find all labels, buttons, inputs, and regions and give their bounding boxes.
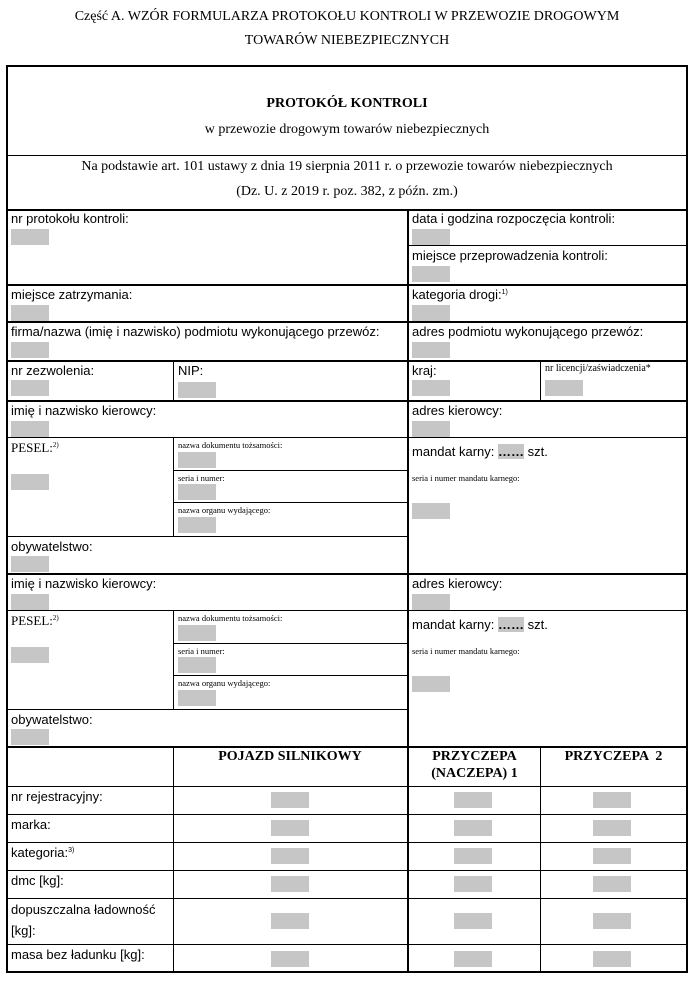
registration-trailer1-field[interactable] — [454, 792, 492, 808]
page-header-line1: Część A. WZÓR FORMULARZA PROTOKOŁU KONTROLI W PRZEWOZIE DROGOWYM — [74, 9, 620, 24]
control-place-label: miejsce przeprowadzenia kontroli: — [412, 248, 608, 263]
registration-trailer2-field[interactable] — [593, 792, 631, 808]
id-document-label: nazwa dokumentu tożsamości: — [178, 613, 283, 623]
trailer1-header-line1: PRZYCZEPA — [432, 749, 517, 764]
registration-motor-field[interactable] — [271, 792, 309, 808]
make-label: marka: — [11, 817, 51, 832]
payload-trailer1-field[interactable] — [454, 913, 492, 929]
fine-label: mandat karny: …… szt. — [412, 444, 548, 459]
citizenship-field[interactable] — [11, 729, 49, 745]
carrier-name-field[interactable] — [11, 342, 49, 358]
tare-label: masa bez ładunku [kg]: — [11, 947, 145, 962]
legal-basis-line2: (Dz. U. z 2019 r. poz. 382, z późn. zm.) — [236, 184, 458, 199]
tare-motor-field[interactable] — [271, 951, 309, 967]
issuer-label: nazwa organu wydającego: — [178, 678, 271, 688]
stop-place-field[interactable] — [11, 305, 49, 321]
carrier-address-label: adres podmiotu wykonującego przewóz: — [412, 324, 644, 339]
gvw-trailer2-field[interactable] — [593, 876, 631, 892]
pesel-field[interactable] — [11, 647, 49, 663]
fine-series-field[interactable] — [412, 676, 450, 692]
fine-series-label: seria i numer mandatu karnego: — [412, 473, 520, 483]
make-trailer2-field[interactable] — [593, 820, 631, 836]
pesel-label: PESEL:$^{2)}$ — [11, 613, 59, 628]
pesel-label: PESEL:$^{2)}$ — [11, 440, 59, 455]
payload-label-line1: dopuszczalna ładowność — [11, 902, 156, 917]
citizenship-label: obywatelstwo: — [11, 712, 93, 727]
payload-label-line2: [kg]: — [11, 923, 36, 938]
tare-trailer2-field[interactable] — [593, 951, 631, 967]
country-field[interactable] — [412, 380, 450, 396]
fine-count-field[interactable]: …… — [498, 444, 524, 459]
id-document-field[interactable] — [178, 625, 216, 641]
nip-field[interactable] — [178, 382, 216, 398]
start-datetime-label: data i godzina rozpoczęcia kontroli: — [412, 211, 616, 226]
series-number-label: seria i numer: — [178, 473, 225, 483]
page-header-line2: TOWARÓW NIEBEZPIECZNYCH — [244, 33, 450, 48]
start-datetime-field[interactable] — [412, 229, 450, 245]
fine-count-field[interactable]: …… — [498, 617, 524, 632]
nip-label: NIP: — [178, 363, 204, 378]
driver-address-field[interactable] — [412, 594, 450, 610]
road-category-label: kategoria drogi:$^{1)}$ — [412, 287, 508, 302]
pesel-field[interactable] — [11, 474, 49, 490]
control-place-field[interactable] — [412, 266, 450, 282]
gvw-label: dmc [kg]: — [11, 873, 64, 888]
fine-label: mandat karny: …… szt. — [412, 617, 548, 632]
permit-number-field[interactable] — [11, 380, 49, 396]
gvw-trailer1-field[interactable] — [454, 876, 492, 892]
permit-number-label: nr zezwolenia: — [11, 363, 95, 378]
protocol-number-label: nr protokołu kontroli: — [11, 211, 129, 226]
carrier-name-label: firma/nazwa (imię i nazwisko) podmiotu wykonującego przewóz: — [11, 324, 380, 339]
fine-series-label: seria i numer mandatu karnego: — [412, 646, 520, 656]
license-number-label: nr licencji/zaświadczenia* — [545, 363, 651, 374]
form-title: PROTOKÓŁ KONTROLI — [266, 96, 428, 111]
category-trailer2-field[interactable] — [593, 848, 631, 864]
license-number-field[interactable] — [545, 380, 583, 396]
trailer2-header: PRZYCZEPA 2 — [564, 749, 663, 764]
citizenship-field[interactable] — [11, 556, 49, 572]
series-number-field[interactable] — [178, 484, 216, 500]
make-motor-field[interactable] — [271, 820, 309, 836]
category-label: kategoria:$^{3)}$ — [11, 845, 75, 860]
issuer-field[interactable] — [178, 690, 216, 706]
payload-motor-field[interactable] — [271, 913, 309, 929]
series-number-label: seria i numer: — [178, 646, 225, 656]
protocol-number-field[interactable] — [11, 229, 49, 245]
trailer1-header-line2: (NACZEPA) 1 — [431, 766, 518, 781]
id-document-field[interactable] — [178, 452, 216, 468]
gvw-motor-field[interactable] — [271, 876, 309, 892]
driver-name-label: imię i nazwisko kierowcy: — [11, 576, 157, 591]
country-label: kraj: — [412, 363, 437, 378]
driver-address-label: adres kierowcy: — [412, 576, 503, 591]
issuer-field[interactable] — [178, 517, 216, 533]
tare-trailer1-field[interactable] — [454, 951, 492, 967]
driver-address-label: adres kierowcy: — [412, 403, 503, 418]
citizenship-label: obywatelstwo: — [11, 539, 93, 554]
carrier-address-field[interactable] — [412, 342, 450, 358]
series-number-field[interactable] — [178, 657, 216, 673]
category-motor-field[interactable] — [271, 848, 309, 864]
registration-label: nr rejestracyjny: — [11, 789, 103, 804]
driver-name-field[interactable] — [11, 594, 49, 610]
payload-trailer2-field[interactable] — [593, 913, 631, 929]
make-trailer1-field[interactable] — [454, 820, 492, 836]
legal-basis-line1: Na podstawie art. 101 ustawy z dnia 19 sierpnia 2011 r. o przewozie towarów niebezpiecznych — [81, 159, 613, 174]
category-trailer1-field[interactable] — [454, 848, 492, 864]
road-category-field[interactable] — [412, 305, 450, 321]
id-document-label: nazwa dokumentu tożsamości: — [178, 440, 283, 450]
driver-name-label: imię i nazwisko kierowcy: — [11, 403, 157, 418]
motor-vehicle-header: POJAZD SILNIKOWY — [218, 749, 362, 764]
driver-name-field[interactable] — [11, 421, 49, 437]
driver-address-field[interactable] — [412, 421, 450, 437]
fine-series-field[interactable] — [412, 503, 450, 519]
stop-place-label: miejsce zatrzymania: — [11, 287, 133, 302]
form-subtitle: w przewozie drogowym towarów niebezpiecznych — [204, 122, 490, 137]
issuer-label: nazwa organu wydającego: — [178, 505, 271, 515]
